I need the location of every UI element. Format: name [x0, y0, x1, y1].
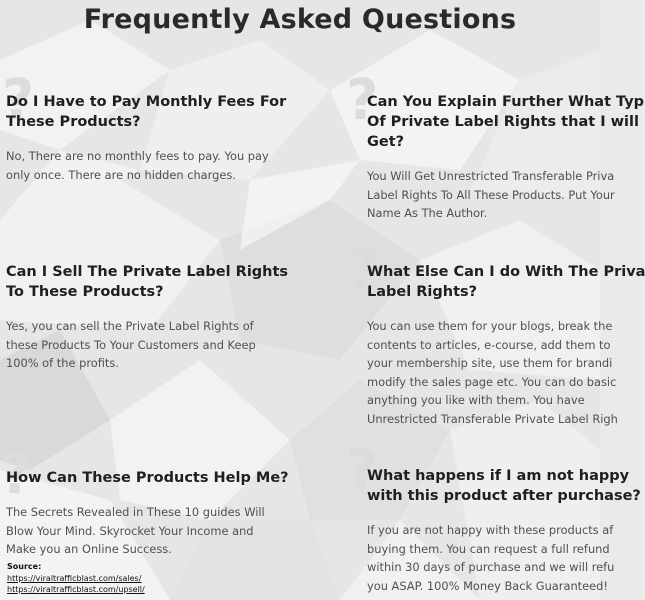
question-mark-decor-4: ? [0, 442, 33, 507]
faq-question [367, 262, 645, 302]
faq-answer-line: 100% of the profits. [6, 356, 119, 370]
faq-answer-line: you ASAP. 100% Money Back Guaranteed! [367, 578, 608, 593]
faq-item-sell-rights [6, 262, 289, 373]
faq-answer-line: anything you like with them. You have [367, 393, 585, 407]
page-title: Frequently Asked Questions [83, 4, 517, 35]
faq-question [6, 92, 287, 132]
faq-question-line: These Products? [6, 114, 141, 130]
source-caption [7, 561, 145, 596]
faq-question-line: To These Products? [6, 284, 164, 300]
faq-answer-line: your membership site, use them for brandi [367, 356, 613, 370]
faq-answer [367, 317, 618, 428]
faq-answer [367, 167, 615, 223]
question-mark-decor-2: ? [346, 68, 379, 133]
question-mark-decor-1: ? [2, 68, 35, 133]
faq-answer-line: within 30 days of purchase and we will refu [367, 560, 615, 574]
faq-question-line: Get? [367, 134, 405, 150]
faq-question-line: How Can These Products Help Me? [6, 470, 289, 486]
faq-answer-line: Name As The Author. [367, 206, 488, 220]
faq-answer [367, 521, 615, 595]
faq-item-other-uses [367, 262, 645, 428]
faq-answer-line: You can use them for your blogs, break the [367, 319, 613, 333]
faq-answer-line: Yes, you can sell the Private Label Rights of [6, 319, 254, 333]
faq-answer-line: Label Rights To All These Products. Put Your [367, 187, 615, 202]
faq-question [367, 466, 641, 506]
faq-question [6, 262, 289, 302]
faq-answer-line: buying them. You can request a full refund [367, 541, 610, 556]
faq-question-line: Can You Explain Further What Typ [367, 94, 645, 110]
faq-answer-line: contents to articles, e-course, add them to [367, 337, 611, 352]
faq-question-line: Of Private Label Rights that I will [367, 114, 639, 130]
faq-answer [6, 317, 268, 373]
faq-answer-line: Make you an Online Success. [6, 542, 172, 556]
faq-answer-line: only once. There are no hidden charges. [6, 167, 236, 182]
faq-question [6, 468, 289, 488]
faq-answer-line: Blow Your Mind. Skyrocket Your Income and [6, 523, 254, 538]
faq-question-line: What Else Can I do With The Priva [367, 264, 645, 280]
faq-answer [6, 147, 268, 184]
faq-answer-line: You Will Get Unrestricted Transferable Priva [367, 169, 615, 183]
faq-question-line: Label Rights? [367, 284, 478, 300]
faq-answer-line: If you are not happy with these products af [367, 523, 614, 537]
source-link-upsell[interactable]: https://viraltrafficblast.com/upsell/ [7, 585, 145, 594]
faq-answer-line: No, There are no monthly fees to pay. You pay [6, 149, 269, 163]
faq-item-monthly-fees [6, 92, 287, 184]
faq-answer-line: these Products To Your Customers and Keep [6, 337, 256, 352]
question-mark-decor-3: ? [346, 238, 379, 303]
question-mark-decor-5: ? [346, 438, 379, 503]
faq-answer [6, 503, 268, 559]
faq-question-line: Can I Sell The Private Label Rights [6, 264, 289, 280]
faq-answer-line: modify the sales page etc. You can do basic [367, 374, 617, 389]
faq-item-refund [367, 466, 641, 595]
faq-answer-line: Unrestricted Transferable Private Label Righ [367, 411, 618, 426]
source-label: Source: [7, 562, 42, 571]
source-link-sales[interactable]: https://viraltrafficblast.com/sales/ [7, 573, 142, 583]
faq-question [367, 92, 645, 152]
faq-question-line: with this product after purchase? [367, 488, 641, 504]
faq-item-how-help [6, 468, 289, 559]
faq-question-line: What happens if I am not happy [367, 468, 630, 484]
faq-answer-line: The Secrets Revealed in These 10 guides Will [6, 505, 265, 519]
faq-item-private-label-rights-type [367, 92, 645, 223]
faq-question-line: Do I Have to Pay Monthly Fees For [6, 94, 287, 110]
